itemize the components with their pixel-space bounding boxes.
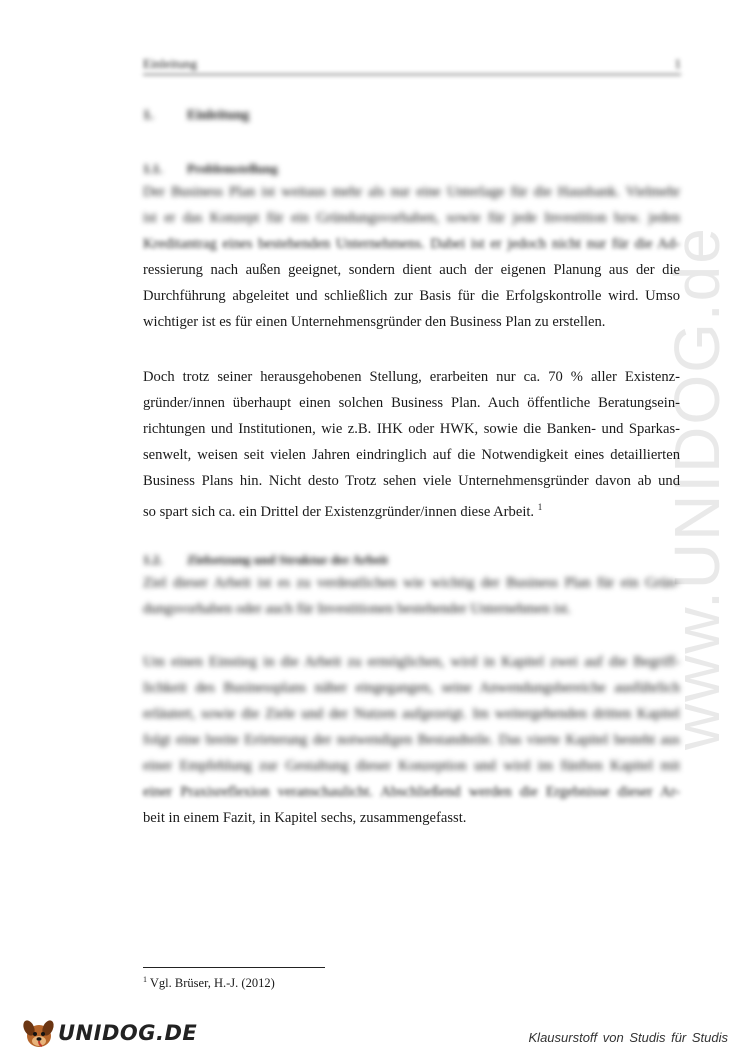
section-number: 1.1. bbox=[143, 161, 163, 176]
text-line: Doch trotz seiner herausgehobenen Stellung, erarbeiten nur ca. 70 % aller Existenz- bbox=[143, 369, 680, 385]
text-line: beit in einem Fazit, in Kapitel sechs, zusammengefasst. bbox=[143, 810, 467, 826]
footnote-separator bbox=[143, 967, 325, 968]
text-line: Durchführung abgeleitet und schließlich zur Basis für die Erfolgskontrolle wird. Umso bbox=[143, 288, 680, 304]
text-line: richtungen und Institutionen, wie z.B. IHK oder HWK, sowie die Banken- und Sparkas- bbox=[143, 421, 680, 437]
text-line: ressierung nach außen geeignet, sondern dient auch der eigenen Planung aus der die bbox=[143, 262, 680, 278]
header-page-number: 1 bbox=[674, 56, 681, 71]
paragraph-goal-1 bbox=[143, 570, 680, 622]
section-title: Problemstellung bbox=[187, 161, 278, 176]
text-line: einer Praxisreflexion veranschaulicht. Abschließend werden die Ergebnisse dieser Ar- bbox=[143, 784, 680, 800]
section-number: 1. bbox=[143, 108, 154, 123]
text-line: senwelt, weisen seit vielen Jahren eindringlich auf die Notwendigkeit eines detaillierten bbox=[143, 447, 680, 463]
text-line: einer Empfehlung zur Gestaltung dieser Konzeption und wird im fünften Kapitel mit bbox=[143, 758, 680, 774]
text-line: dungsvorhaben oder auch für Investitionen bestehender Unternehmen ist. bbox=[143, 601, 571, 617]
footnote-number: 1 bbox=[143, 975, 147, 984]
section-title: Zielsetzung und Struktur der Arbeit bbox=[187, 552, 389, 567]
text-line: gründer/innen überhaupt einen solchen Business Plan. Auch öffentliche Beratungsein- bbox=[143, 395, 680, 411]
header-chapter: Einleitung bbox=[143, 56, 198, 71]
section-heading-1-2 bbox=[143, 552, 388, 568]
paragraph-problem-1 bbox=[143, 179, 680, 335]
text-line: wichtiger ist es für einen Unternehmensgründer den Business Plan zu erstellen. bbox=[143, 314, 606, 330]
text-line: Um einen Einstieg in die Arbeit zu ermöglichen, wird in Kapitel zwei auf die Begriff- bbox=[143, 654, 680, 670]
text-line: Ziel dieser Arbeit ist es zu verdeutlichen wie wichtig der Business Plan für ein Grün- bbox=[143, 575, 680, 591]
footnote-text: Vgl. Brüser, H.-J. (2012) bbox=[149, 976, 275, 990]
text-line: Business Plans hin. Nicht desto Trotz sehen viele Unternehmensgründer davon ab und bbox=[143, 473, 680, 489]
text-line: ist er das Konzept für ein Gründungsvorhaben, sowie für jede Investition bzw. jeden bbox=[143, 210, 680, 226]
text-line: Kreditantrag eines bestehenden Unternehmens. Dabei ist er jedoch nicht nur für die Ad- bbox=[143, 236, 680, 252]
watermark-text: www.UNIDOG.de bbox=[661, 226, 733, 750]
footnote-reference: 1 bbox=[537, 502, 543, 512]
text-line-content: so spart sich ca. ein Drittel der Existenzgründer/innen diese Arbeit. bbox=[143, 504, 535, 520]
text-line bbox=[143, 494, 680, 525]
text-line: erläutert, sowie die Ziele und der Nutzen aufgezeigt. Im weitergehenden dritten Kapitel bbox=[143, 706, 680, 722]
footnote bbox=[143, 975, 275, 991]
text-line: folgt eine breite Erörterung der notwendigen Bestandteile. Das vierte Kapitel besteht aus bbox=[143, 732, 680, 748]
logo-text: UNIDOG.DE bbox=[58, 1021, 198, 1045]
section-heading-1-1 bbox=[143, 161, 278, 177]
section-heading-1 bbox=[143, 108, 249, 124]
text-line: Der Business Plan ist weitaus mehr als nur eine Unterlage für die Hausbank. Vielmehr bbox=[143, 184, 680, 200]
page-header bbox=[143, 54, 681, 75]
paragraph-goal-2 bbox=[143, 649, 680, 831]
paragraph-problem-2 bbox=[143, 364, 680, 525]
text-line: lichkeit des Businessplans näher eingegangen, seine Anwendungsbereiche ausführlich bbox=[143, 680, 680, 696]
tagline: Klausurstoff von Studis für Studis bbox=[528, 1030, 728, 1045]
section-title: Einleitung bbox=[187, 108, 250, 123]
unidog-logo bbox=[20, 1016, 198, 1052]
section-number: 1.2. bbox=[143, 552, 163, 567]
dog-icon bbox=[20, 1016, 60, 1052]
